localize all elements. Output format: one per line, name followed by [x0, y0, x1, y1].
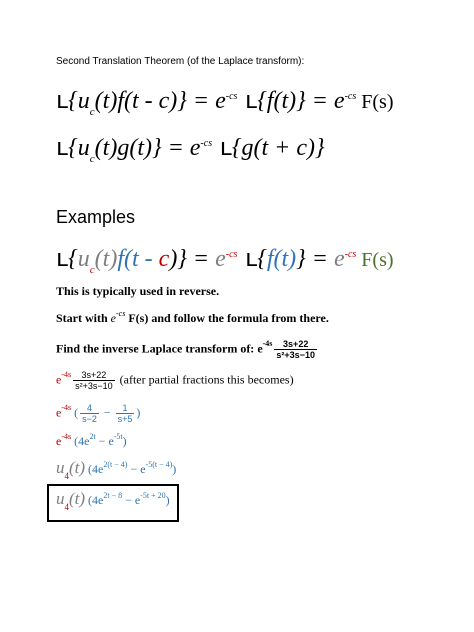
step-3: $e^{-4s}$ $(4e^{2t} - e^{-5t})$	[56, 432, 127, 448]
fraction: $\frac{3s+22}{\text{s²+3s−10}}$	[276, 339, 315, 360]
fraction: $\frac{3s+22}{\text{s²+3s−10}}$	[75, 370, 113, 391]
fraction: $\frac{1}{s+5}$	[117, 403, 133, 424]
step-1: $e^{-4s}$ $\frac{3s+22}{\text{s²+3s−10}}$ (after partial fractions this becomes)	[56, 370, 294, 391]
theorem-equation-1: $ʟ\{u_c(t)f(t - c)\} = e^{-cs}$ ʟ{f(t)} = $e^{-cs}$ F(s)	[56, 86, 394, 118]
step-2: $e^{-4s}$ ( $\frac{4}{s-2}$ − $\frac{1}{s+5}$ )	[56, 403, 141, 424]
note-start: Start with $e^{-cs}$ F(s) and follow the formula from there.	[56, 309, 329, 325]
colored-equation: $ʟ\{u_c(t)f(t - c)\} = e^{-cs}$ ʟ{f(t)} = $e^{-cs}$ F(s)	[56, 244, 394, 276]
fraction: $\frac{4}{s-2}$	[82, 403, 97, 424]
examples-heading: Examples	[56, 207, 136, 227]
note-reverse: This is typically used in reverse.	[56, 284, 220, 298]
step-5-final-answer: $u_4(t) (4e^{2t - 8} - e^{-5t + 20})$	[56, 489, 170, 512]
step-4: $u_4(t) (4e^{2(t - 4)} - e^{-5(t - 4)})$	[56, 458, 177, 481]
find-inverse-prompt: Find the inverse Laplace transform of: $e^{-4s}$ $\frac{3s+22}{\text{s²+3s−10}}$	[56, 339, 315, 360]
theorem-equation-2: $ʟ\{u_c(t)g(t)\} = e^{-cs}$ ʟ{g(t + c)}	[56, 133, 325, 165]
page-title: Second Translation Theorem (of the Laplace transform):	[56, 56, 305, 67]
